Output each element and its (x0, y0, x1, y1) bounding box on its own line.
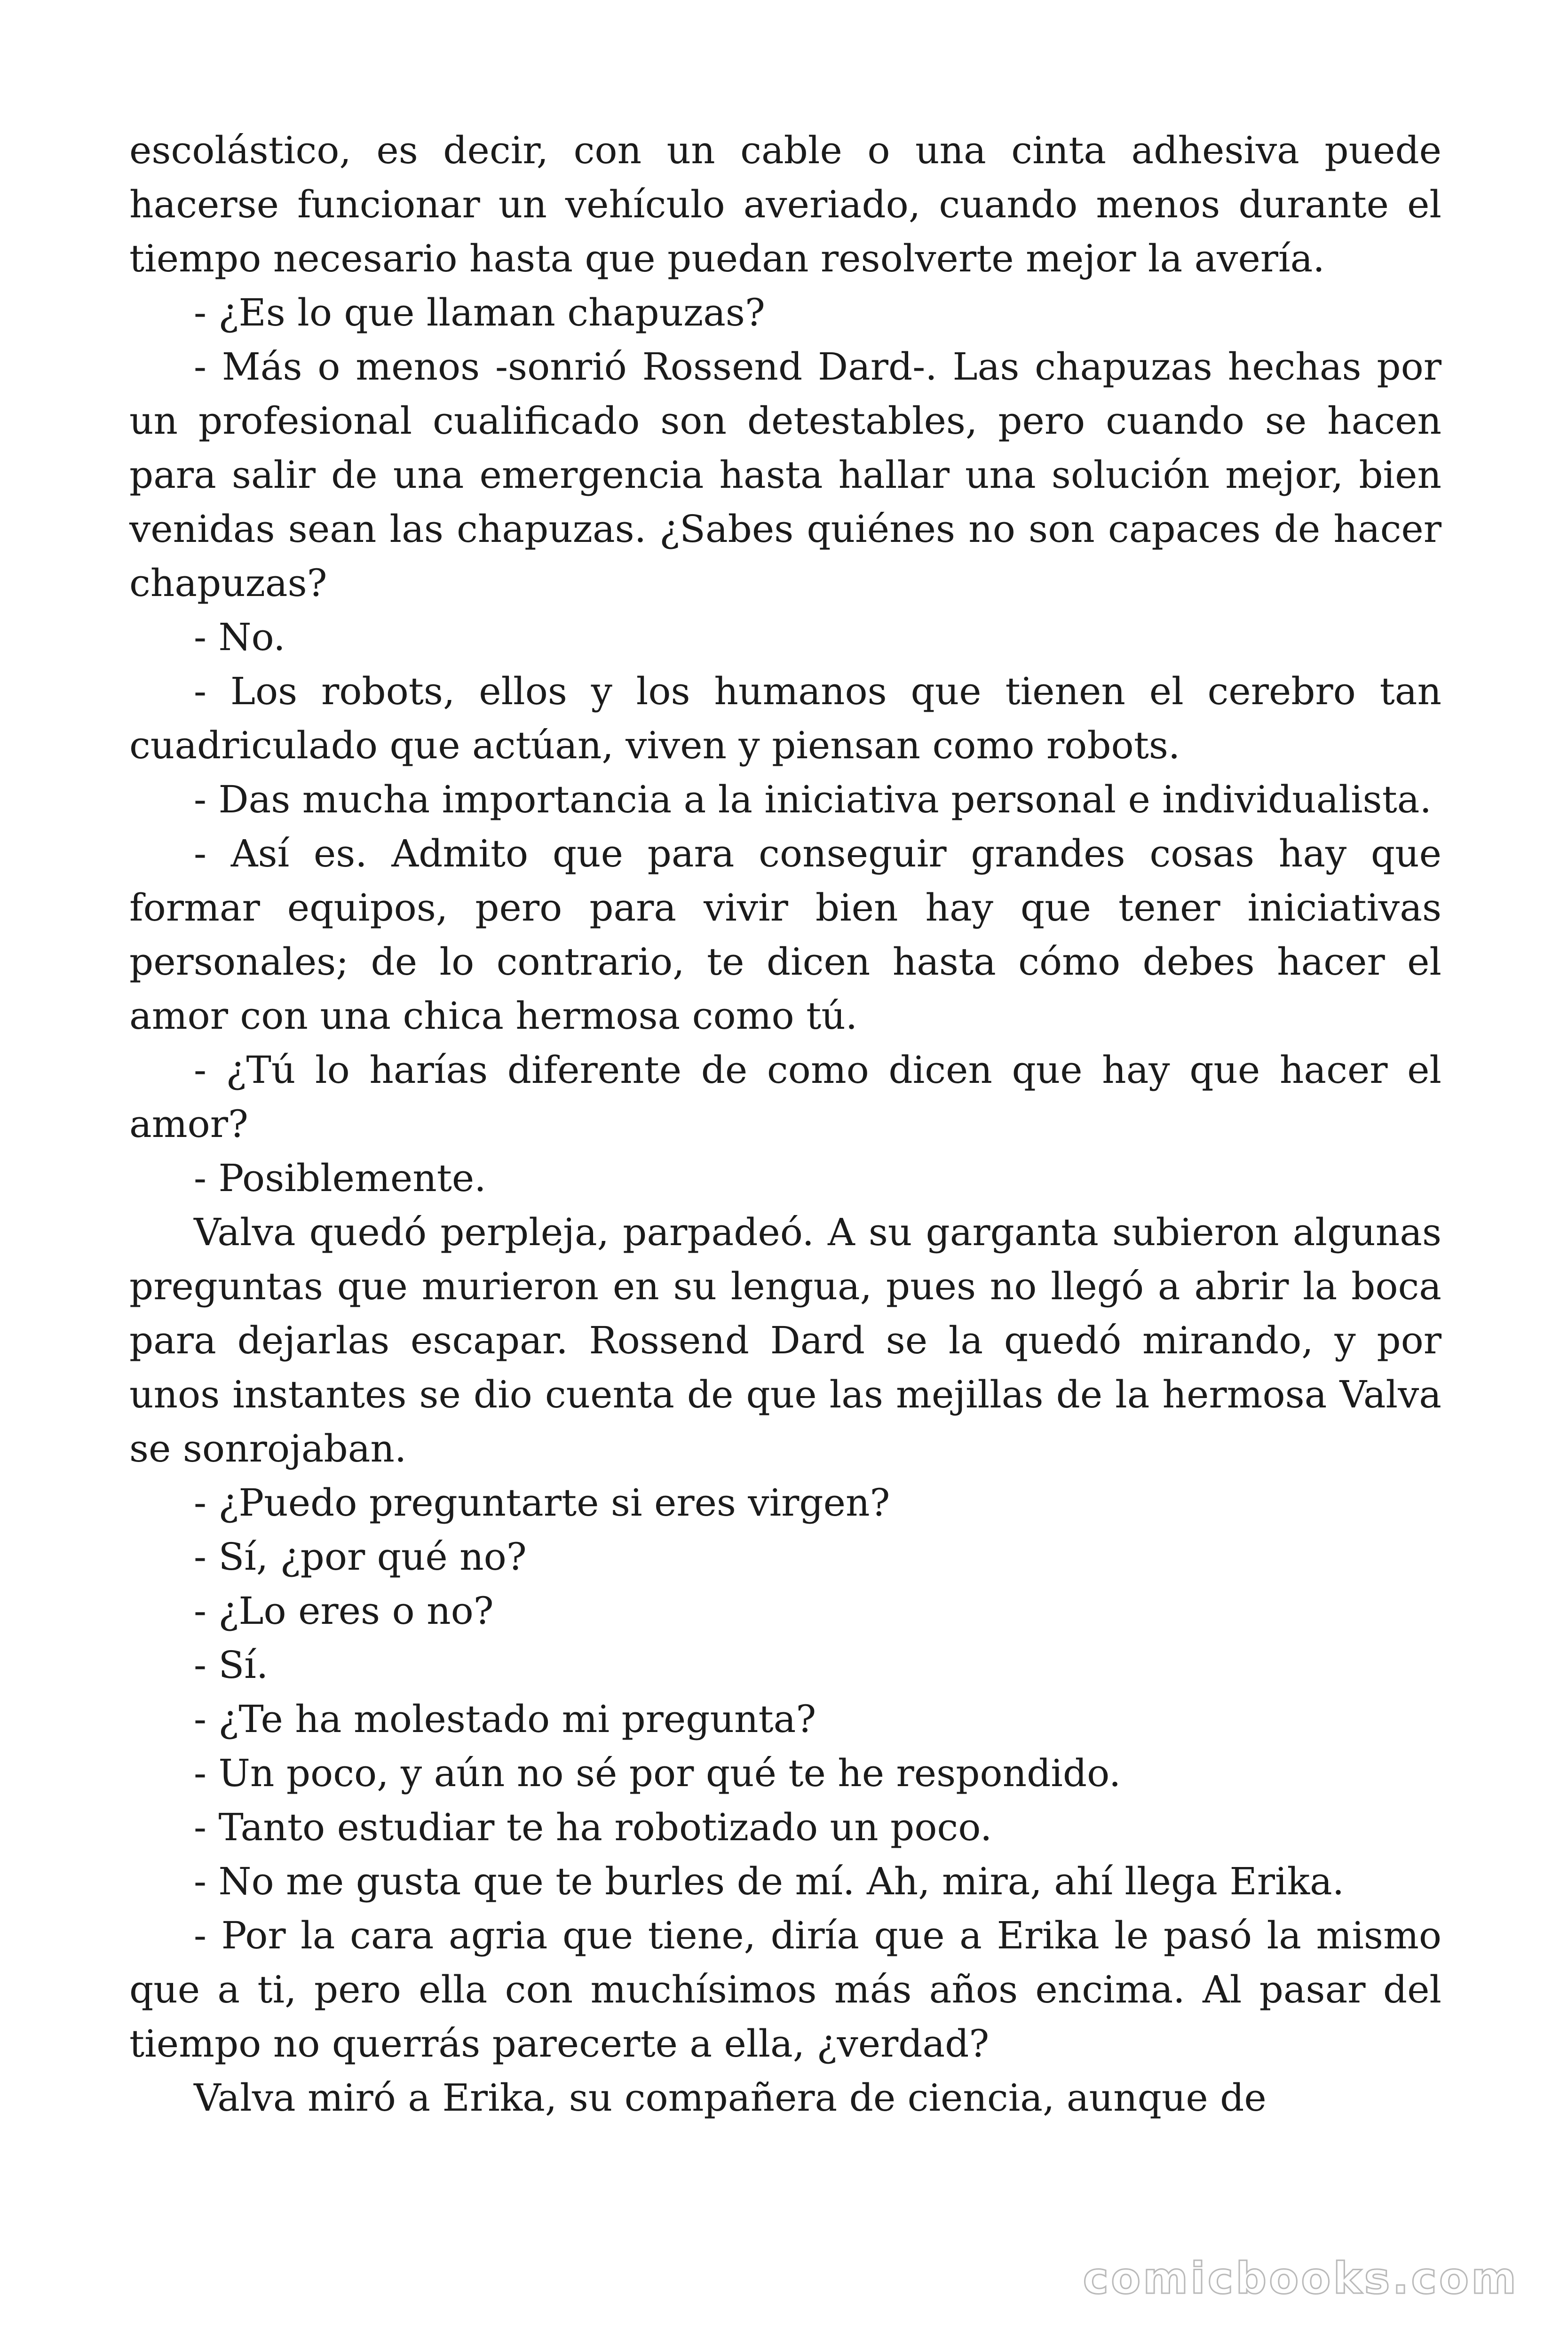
paragraph-dialogue: - Más o menos -sonrió Rossend Dard-. Las chapuzas hechas por un profesional cualificado son detestables, pero cuando se hacen para salir de una emergencia hasta hallar una solución mejor, bien venidas sean las chapuzas. ¿Sabes quiénes no son capaces de hacer chapuzas? (129, 345, 1441, 605)
paragraph-dialogue: - Posiblemente. (194, 1156, 486, 1200)
paragraph-dialogue: - Sí, ¿por qué no? (194, 1535, 527, 1579)
paragraph-narration: Valva miró a Erika, su compañera de ciencia, aunque de (194, 2076, 1267, 2120)
paragraph-dialogue: - ¿Lo eres o no? (194, 1589, 494, 1633)
paragraph-dialogue: - Das mucha importancia a la iniciativa personal e individualista. (194, 778, 1432, 821)
paragraph-dialogue: - No. (194, 615, 285, 659)
paragraph-dialogue: - Los robots, ellos y los humanos que tienen el cerebro tan cuadriculado que actúan, viven y piensan como robots. (129, 669, 1441, 767)
paragraph-dialogue: - ¿Te ha molestado mi pregunta? (194, 1697, 816, 1741)
paragraph-dialogue: - Tanto estudiar te ha robotizado un poco. (194, 1805, 992, 1849)
paragraph-dialogue: - Un poco, y aún no sé por qué te he respondido. (194, 1751, 1121, 1795)
paragraph-dialogue: - ¿Es lo que llaman chapuzas? (194, 291, 765, 334)
paragraph-continuation: escolástico, es decir, con un cable o una cinta adhesiva puede hacerse funcionar un vehículo averiado, cuando menos durante el tiempo necesario hasta que puedan resolverte mejor la avería. (129, 128, 1441, 280)
paragraph-dialogue: - Sí. (194, 1643, 269, 1687)
paragraph-dialogue: - ¿Tú lo harías diferente de como dicen que hay que hacer el amor? (129, 1048, 1441, 1146)
body-text (129, 123, 1441, 2125)
watermark-text: comicbooks.com (1083, 2253, 1519, 2304)
paragraph-dialogue: - ¿Puedo preguntarte si eres virgen? (194, 1481, 890, 1525)
paragraph-dialogue: - No me gusta que te burles de mí. Ah, mira, ahí llega Erika. (194, 1859, 1345, 1903)
paragraph-dialogue: - Por la cara agria que tiene, diría que a Erika le pasó la mismo que a ti, pero ella con muchísimos más años encima. Al pasar del tiempo no querrás parecerte a ella, ¿verdad? (129, 1914, 1441, 2066)
paragraph-narration: Valva quedó perpleja, parpadeó. A su garganta subieron algunas preguntas que murieron en su lengua, pues no llegó a abrir la boca para dejarlas escapar. Rossend Dard se la quedó mirando, y por unos instantes se dio cuenta de que las mejillas de la hermosa Valva se sonrojaban. (129, 1210, 1441, 1470)
paragraph-dialogue: - Así es. Admito que para conseguir grandes cosas hay que formar equipos, pero para vivir bien hay que tener iniciativas personales; de lo contrario, te dicen hasta cómo debes hacer el amor con una chica hermosa como tú. (129, 832, 1441, 1038)
